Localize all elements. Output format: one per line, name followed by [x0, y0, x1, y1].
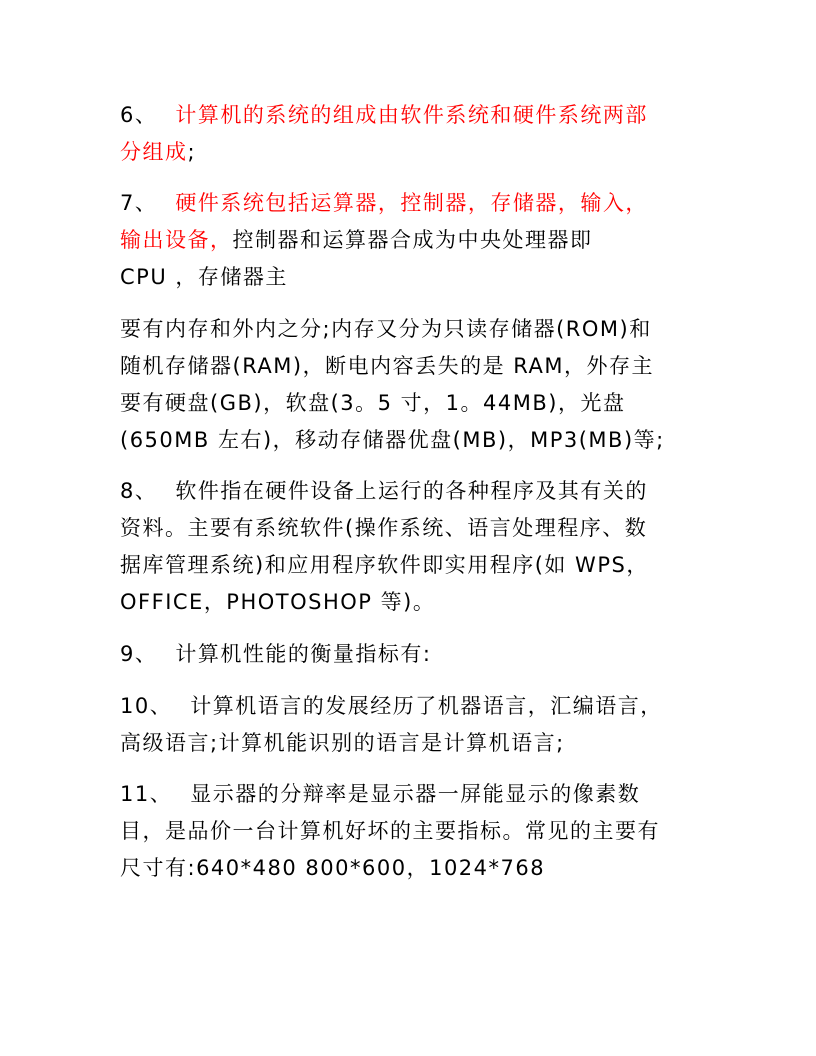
highlighted-text: 分组成	[120, 140, 188, 164]
text-line: 尺寸有:640*480 800*600，1024*768	[120, 856, 546, 880]
text-line	[120, 636, 720, 673]
text-line	[120, 185, 720, 222]
body-text: ;	[187, 140, 197, 164]
list-item-11	[120, 776, 720, 887]
text-line	[120, 259, 720, 296]
text-line: 随机存储器(RAM)，断电内容丢失的是 RAM，外存主	[120, 354, 655, 378]
body-text: 软件指在硬件设备上运行的各种程序及其有关的	[175, 479, 648, 503]
text-line	[120, 473, 720, 510]
text-line: 要有硬盘(GB)，软盘(3。5 寸，1。44MB)，光盘	[120, 391, 626, 415]
list-item-7	[120, 185, 720, 296]
highlighted-text: 硬件系统包括运算器，控制器，存储器，输入，	[175, 191, 648, 215]
item-number: 6、	[120, 103, 158, 127]
text-line: 要有内存和外内之分;内存又分为只读存储器(ROM)和	[120, 317, 652, 341]
text-line	[120, 97, 720, 134]
highlighted-text: 计算机的系统的组成由软件系统和硬件系统两部	[175, 103, 648, 127]
text-line	[120, 222, 720, 259]
list-item-9	[120, 636, 720, 673]
item-number: 10、	[120, 694, 173, 718]
list-item-8	[120, 473, 720, 621]
text-line: (650MB 左右)，移动存储器优盘(MB)，MP3(MB)等;	[120, 428, 665, 452]
body-text: 显示器的分辩率是显示器一屏能显示的像素数	[190, 782, 641, 806]
text-line: 据库管理系统)和应用程序软件即实用程序(如 WPS，	[120, 553, 649, 577]
item-number: 8、	[120, 479, 158, 503]
text-line	[120, 776, 720, 813]
body-text: 控制器和运算器合成为中央处理器即	[232, 228, 593, 252]
text-line: 高级语言;计算机能识别的语言是计算机语言;	[120, 731, 565, 755]
list-item-10	[120, 688, 720, 762]
item-number: 11、	[120, 782, 173, 806]
text-line	[120, 134, 720, 171]
item-number: 9、	[120, 642, 158, 666]
body-text: 计算机性能的衡量指标有:	[175, 642, 432, 666]
text-line: 资料。主要有系统软件(操作系统、语言处理程序、数	[120, 516, 648, 540]
body-text: 计算机语言的发展经历了机器语言，汇编语言，	[190, 694, 663, 718]
item-number: 7、	[120, 191, 158, 215]
paragraph-memory	[120, 311, 720, 459]
highlighted-text: 输出设备，	[120, 228, 233, 252]
text-line: OFFICE，PHOTOSHOP 等)。	[120, 590, 436, 614]
list-item-6	[120, 97, 720, 171]
text-line: 目，是品价一台计算机好坏的主要指标。常见的主要有	[120, 819, 660, 843]
body-text: CPU ，存储器主	[120, 265, 288, 289]
text-line	[120, 688, 720, 725]
